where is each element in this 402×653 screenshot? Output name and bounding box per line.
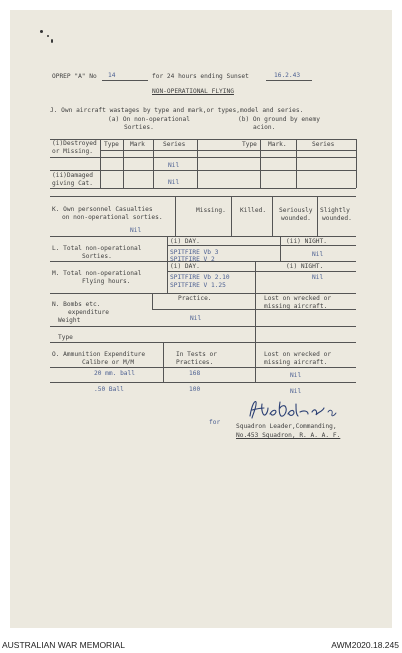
ink-blot (40, 30, 43, 33)
signature-unit: No.453 Squadron, R. A. A. F. (236, 432, 341, 439)
section-n-label2: expenditure (68, 309, 109, 316)
col-killed: Killed. (240, 207, 267, 214)
section-l-night-value: Nil (312, 251, 324, 258)
row-destroyed-value: Nil (168, 162, 180, 169)
ammo-row-calibre: 20 mm. ball (94, 370, 135, 377)
table-rule (317, 196, 318, 236)
table-rule (296, 139, 297, 188)
section-j-a-label: (a) On non-operational (108, 116, 190, 123)
section-n-value: Nil (190, 315, 202, 322)
table-rule (175, 196, 176, 236)
page-title: NON-OPERATIONAL FLYING (152, 88, 234, 95)
ammo-row-lost: Nil (290, 372, 302, 379)
table-rule (255, 342, 256, 382)
section-m-night-value: Nil (312, 274, 324, 281)
col-lost-wrecked: Lost on wrecked or (264, 295, 332, 302)
signature-for: for (209, 419, 221, 426)
underline (266, 80, 312, 81)
table-rule (231, 196, 232, 236)
col-lost-wrecked2: missing aircraft. (264, 303, 328, 310)
section-n-type: Type (58, 334, 73, 341)
ammo-row-tests: 168 (189, 370, 201, 377)
table-rule (167, 271, 356, 272)
ammo-row-calibre: .50 Ball (94, 386, 124, 393)
col-missing: Missing. (196, 207, 226, 214)
ammo-row-lost: Nil (290, 388, 302, 395)
table-rule (272, 196, 273, 236)
section-m-night: (i) NIGHT. (286, 263, 324, 270)
col-tests2: Practices. (176, 359, 214, 366)
section-j-b-label: (b) On ground by enemy (238, 116, 320, 123)
table-rule (280, 236, 281, 261)
col-practice: Practice. (178, 295, 212, 302)
row-damaged-value: Nil (168, 179, 180, 186)
table-rule (100, 139, 101, 188)
table-rule (50, 367, 356, 368)
row-destroyed-label: (i)Destroyed (52, 140, 97, 147)
section-j-a-label2: Sorties. (124, 124, 154, 131)
item-id: AWM2020.18.245 (331, 640, 399, 650)
section-o-label: O. Ammunition Expenditure (52, 351, 146, 358)
section-k-label2: on non-operational sorties. (62, 214, 163, 221)
ink-blot (47, 35, 49, 37)
table-rule (123, 139, 124, 188)
col-lost: Lost on wrecked or (264, 351, 332, 358)
col-slightly2: wounded. (322, 215, 352, 222)
table-rule (260, 139, 261, 188)
oprep-number: 14 (108, 72, 116, 79)
underline (102, 80, 148, 81)
col-type-b: Type (242, 141, 257, 148)
col-series: Series (163, 141, 186, 148)
col-mark-b: Mark. (268, 141, 287, 148)
table-rule (167, 236, 168, 261)
col-series-b: Series (312, 141, 335, 148)
section-l-day: (i) DAY. (170, 238, 200, 245)
col-tests: In Tests or (176, 351, 217, 358)
table-rule (50, 326, 356, 327)
section-n-weight: Weight (58, 317, 81, 324)
section-n-label: N. Bombs etc. (52, 301, 101, 308)
section-m-day: (i) DAY. (170, 263, 200, 270)
handwritten-signature (246, 398, 342, 424)
table-rule (356, 139, 357, 188)
section-l-label2: Sorties. (82, 253, 112, 260)
section-j-heading: J. Own aircraft wastages by type and mark,or types,model and series. (50, 107, 304, 114)
section-l-day-line1: SPITFIRE Vb 3 (170, 249, 219, 256)
section-m-label2: Flying hours. (82, 278, 131, 285)
section-j-b-label2: acion. (253, 124, 276, 131)
table-rule (255, 293, 256, 342)
col-lost2: missing aircraft. (264, 359, 328, 366)
row-destroyed-label2: or Missing. (52, 148, 93, 155)
col-seriously: Seriously (279, 207, 313, 214)
col-slightly: Slightly (320, 207, 350, 214)
table-rule (50, 188, 356, 189)
section-l-label: L. Total non-operational (52, 245, 142, 252)
section-k-label: K. Own personnel Casualties (52, 206, 153, 213)
oprep-label: OPREP "A" No (52, 73, 97, 80)
section-l-day-line2: SPITFIRE V 2 (170, 256, 215, 263)
table-rule (163, 342, 164, 382)
row-damaged-label2: giving Cat. (52, 180, 93, 187)
table-rule (100, 150, 356, 151)
section-m-label: M. Total non-operational (52, 270, 142, 277)
institution-name: AUSTRALIAN WAR MEMORIAL (2, 640, 125, 650)
table-rule (153, 139, 154, 188)
section-o-label2: Calibre or M/M (82, 359, 135, 366)
section-l-night: (ii) NIGHT. (286, 238, 327, 245)
table-rule (255, 261, 256, 293)
table-rule (50, 293, 356, 294)
ammo-row-tests: 100 (189, 386, 201, 393)
col-mark: Mark (130, 141, 145, 148)
table-rule (50, 382, 356, 383)
table-rule (50, 157, 356, 158)
section-m-day-line1: SPITFIRE Vb 2.10 (170, 274, 230, 281)
table-rule (167, 245, 356, 246)
table-rule (167, 261, 168, 293)
table-rule (152, 293, 153, 309)
section-m-day-line2: SPITFIRE V 1.25 (170, 282, 226, 289)
period-label: for 24 hours ending Sunset (152, 73, 249, 80)
col-seriously2: wounded. (281, 215, 311, 222)
table-rule (50, 170, 356, 171)
table-rule (50, 236, 356, 237)
col-type: Type (104, 141, 119, 148)
table-rule (50, 342, 356, 343)
signature-rank: Squadron Leader,Commanding, (236, 423, 337, 430)
ink-blot (51, 39, 53, 43)
table-rule (50, 196, 356, 197)
table-rule (197, 139, 198, 188)
section-k-value: Nil (130, 227, 142, 234)
report-date: 16.2.43 (274, 72, 301, 79)
row-damaged-label: (ii)Damaged (52, 172, 93, 179)
